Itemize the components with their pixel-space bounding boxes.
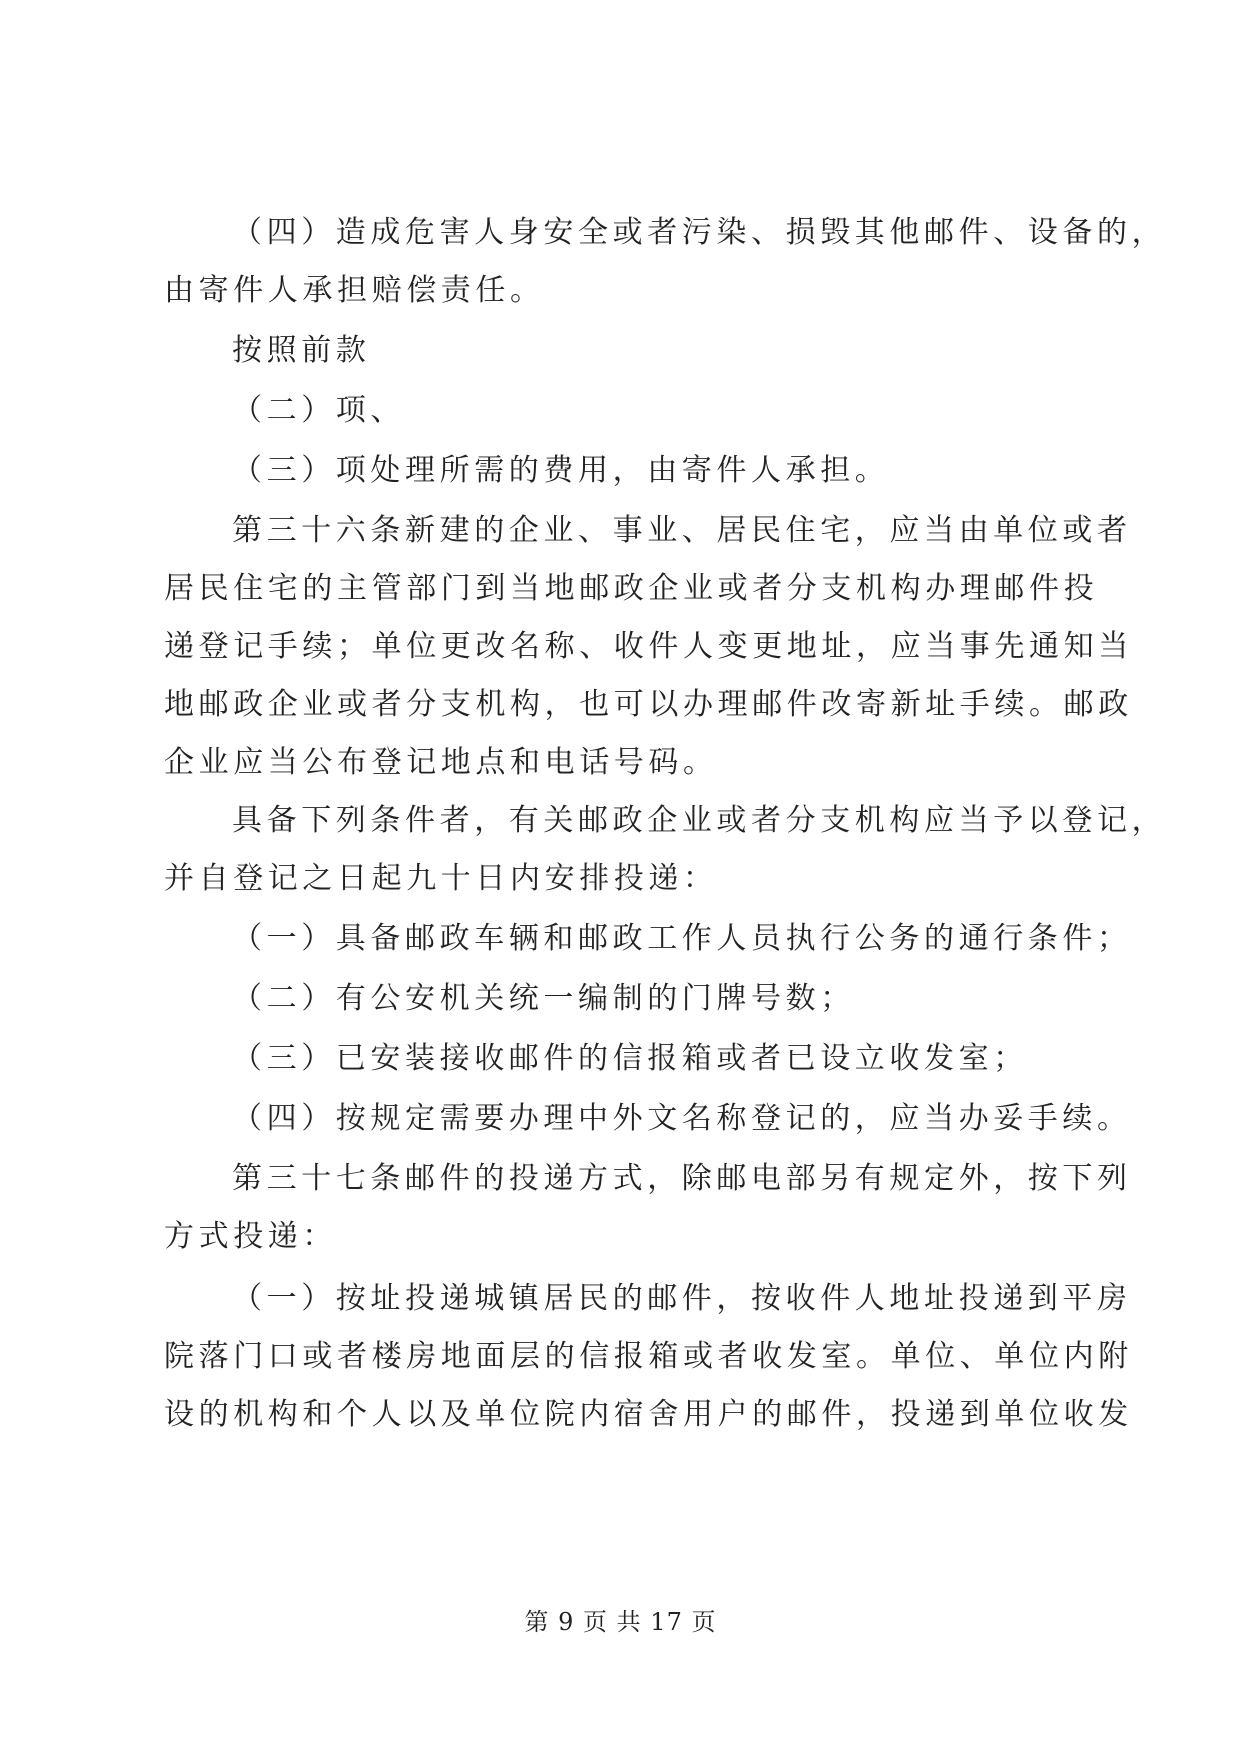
paragraph-line: （一）具备邮政车辆和邮政工作人员执行公务的通行条件； (232, 921, 1132, 956)
paragraph-line: 第三十七条邮件的投递方式，除邮电部另有规定外，按下列 (232, 1161, 1132, 1196)
paragraph-line: 院落门口或者楼房地面层的信报箱或者收发室。单位、单位内附 (164, 1339, 1133, 1374)
paragraph-line: 按照前款 (232, 333, 371, 368)
paragraph-line: （二）有公安机关统一编制的门牌号数； (232, 981, 855, 1016)
paragraph-line: （四）造成危害人身安全或者污染、损毁其他邮件、设备的， (232, 215, 1167, 250)
paragraph-line: （二）项、 (232, 393, 405, 428)
paragraph-line: 地邮政企业或者分支机构，也可以办理邮件改寄新址手续。邮政 (164, 687, 1133, 722)
paragraph-line: （三）已安装接收邮件的信报箱或者已设立收发室； (232, 1041, 1028, 1076)
page-number-footer: 第 9 页 共 17 页 (524, 1608, 717, 1636)
paragraph-line: 方式投递： (164, 1219, 337, 1254)
paragraph-line: 并自登记之日起九十日内安排投递： (164, 861, 718, 896)
paragraph-line: （一）按址投递城镇居民的邮件，按收件人地址投递到平房 (232, 1281, 1132, 1316)
paragraph-line: （四）按规定需要办理中外文名称登记的，应当办妥手续。 (232, 1101, 1132, 1136)
paragraph-line: 居民住宅的主管部门到当地邮政企业或者分支机构办理邮件投 (164, 571, 1099, 606)
paragraph-line: 企业应当公布登记地点和电话号码。 (164, 745, 718, 780)
paragraph-line: 具备下列条件者，有关邮政企业或者分支机构应当予以登记， (232, 803, 1167, 838)
paragraph-line: 第三十六条新建的企业、事业、居民住宅，应当由单位或者 (232, 513, 1132, 548)
paragraph-line: 由寄件人承担赔偿责任。 (164, 273, 545, 308)
paragraph-line: 递登记手续；单位更改名称、收件人变更地址，应当事先通知当 (164, 629, 1133, 664)
paragraph-line: （三）项处理所需的费用，由寄件人承担。 (232, 453, 890, 488)
paragraph-line: 设的机构和个人以及单位院内宿舍用户的邮件，投递到单位收发 (164, 1397, 1133, 1432)
